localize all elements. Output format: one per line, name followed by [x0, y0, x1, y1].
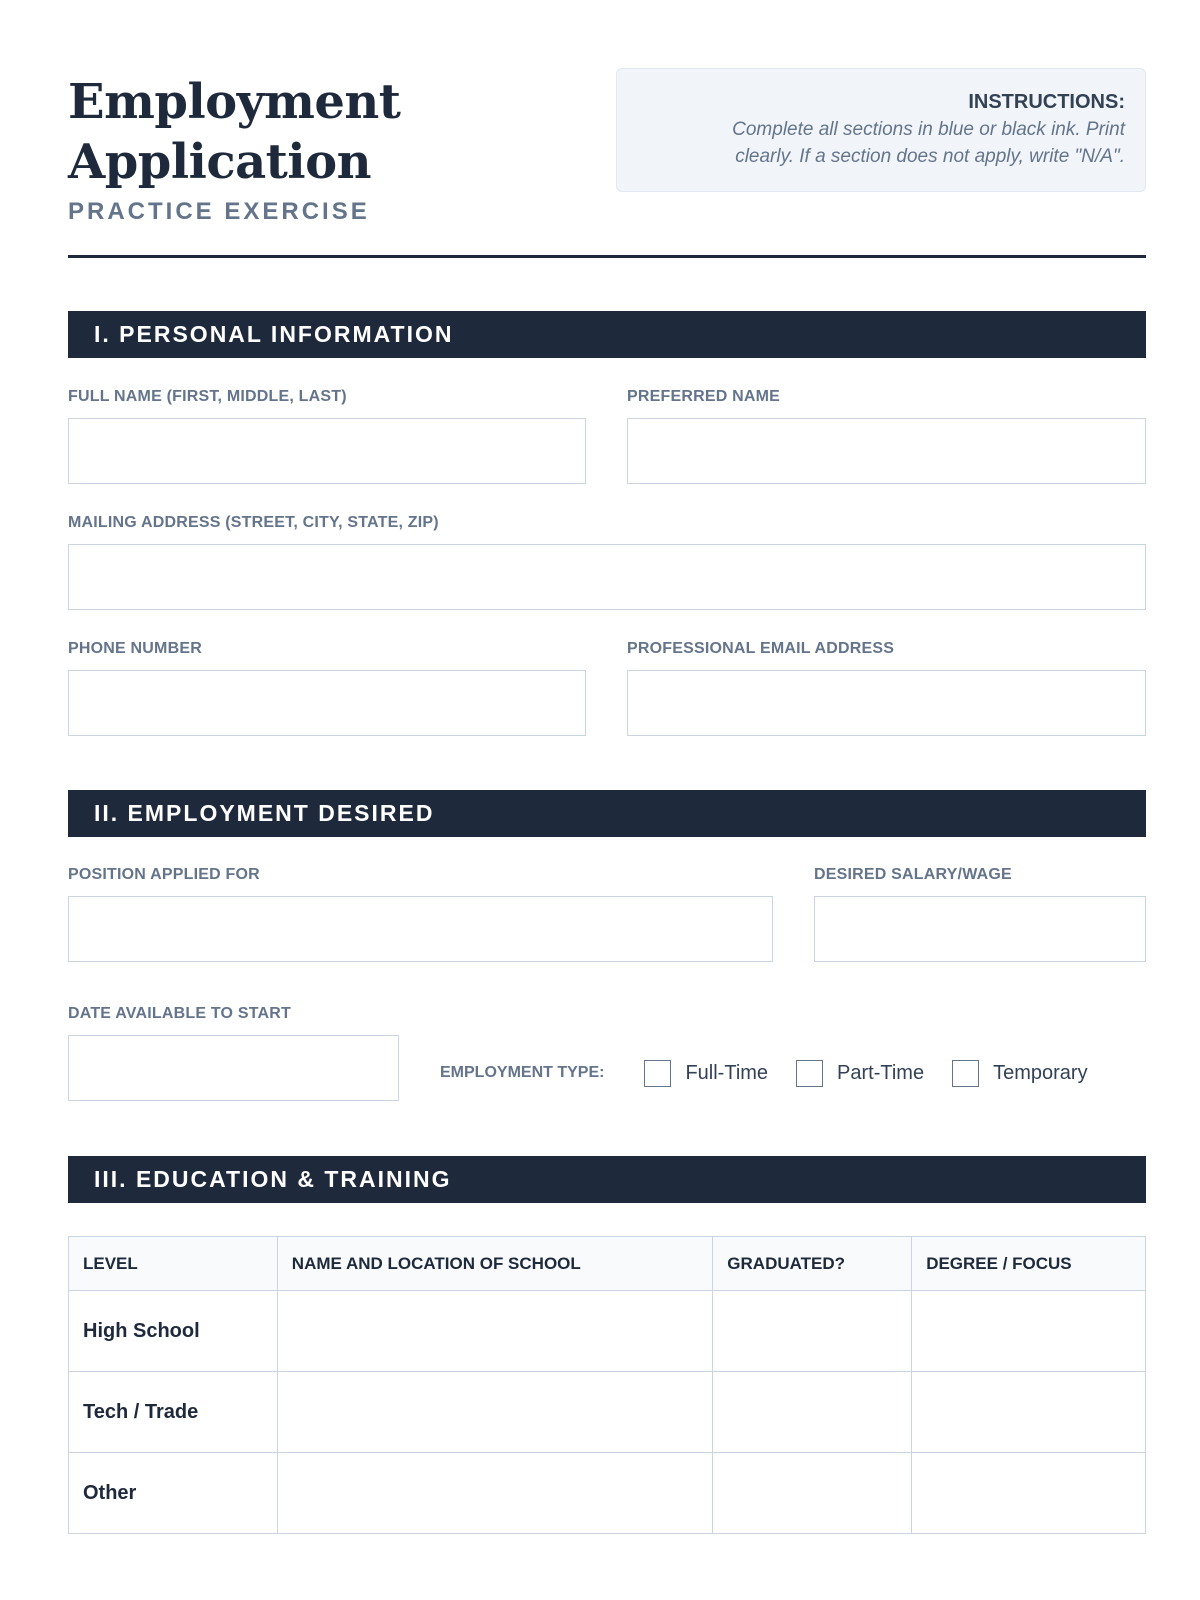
section-personal-information: I. PERSONAL INFORMATION	[68, 311, 1146, 358]
salary-field[interactable]	[814, 896, 1146, 962]
column-header-school: NAME AND LOCATION OF SCHOOL	[277, 1237, 713, 1291]
school-cell[interactable]	[277, 1291, 713, 1372]
full-time-checkbox[interactable]	[644, 1060, 671, 1087]
header-divider	[68, 255, 1146, 258]
option-temporary[interactable]	[952, 1060, 1087, 1087]
option-full-time[interactable]	[644, 1060, 768, 1087]
start-date-label: DATE AVAILABLE TO START	[68, 1005, 291, 1022]
table-header-row	[69, 1237, 1146, 1291]
column-header-degree: DEGREE / FOCUS	[912, 1237, 1146, 1291]
instructions-title: INSTRUCTIONS:	[968, 91, 1125, 113]
preferred-name-field[interactable]	[627, 418, 1146, 484]
school-cell[interactable]	[277, 1372, 713, 1453]
graduated-cell[interactable]	[713, 1291, 912, 1372]
email-label: PROFESSIONAL EMAIL ADDRESS	[627, 640, 895, 657]
full-time-label: Full-Time	[685, 1061, 769, 1084]
table-row	[69, 1291, 1146, 1372]
graduated-cell[interactable]	[713, 1453, 912, 1534]
option-part-time[interactable]	[796, 1060, 924, 1087]
education-table	[68, 1236, 1146, 1534]
salary-label: DESIRED SALARY/WAGE	[814, 866, 1012, 883]
degree-cell[interactable]	[912, 1372, 1146, 1453]
instructions-text	[637, 116, 1125, 170]
form-subtitle: PRACTICE EXERCISE	[68, 198, 370, 225]
section-employment-desired: II. EMPLOYMENT DESIRED	[68, 790, 1146, 837]
phone-number-field[interactable]	[68, 670, 586, 736]
start-date-field[interactable]	[68, 1035, 399, 1101]
instructions-line2: clearly. If a section does not apply, write "N/A".	[735, 146, 1125, 167]
row-level-other: Other	[69, 1453, 278, 1534]
temporary-checkbox[interactable]	[952, 1060, 979, 1087]
row-level-high-school: High School	[69, 1291, 278, 1372]
school-cell[interactable]	[277, 1453, 713, 1534]
full-name-field[interactable]	[68, 418, 586, 484]
mailing-address-field[interactable]	[68, 544, 1146, 610]
position-field[interactable]	[68, 896, 773, 962]
form-title-line1: Employment	[68, 74, 401, 130]
employment-type-label: EMPLOYMENT TYPE:	[440, 1064, 605, 1081]
form-title	[68, 72, 628, 192]
position-label: POSITION APPLIED FOR	[68, 866, 260, 883]
temporary-label: Temporary	[993, 1061, 1088, 1084]
degree-cell[interactable]	[912, 1453, 1146, 1534]
degree-cell[interactable]	[912, 1291, 1146, 1372]
row-level-tech-trade: Tech / Trade	[69, 1372, 278, 1453]
part-time-label: Part-Time	[837, 1061, 925, 1084]
instructions-line1: Complete all sections in blue or black ink. Print	[732, 119, 1125, 140]
preferred-name-label: PREFERRED NAME	[627, 388, 781, 405]
mailing-address-label: MAILING ADDRESS (STREET, CITY, STATE, ZIP)	[68, 514, 439, 531]
table-row	[69, 1372, 1146, 1453]
section-education-training: III. EDUCATION & TRAINING	[68, 1156, 1146, 1203]
table-row	[69, 1453, 1146, 1534]
column-header-level: LEVEL	[69, 1237, 278, 1291]
full-name-label: FULL NAME (FIRST, MIDDLE, LAST)	[68, 388, 347, 405]
instructions-box	[616, 68, 1146, 192]
phone-number-label: PHONE NUMBER	[68, 640, 202, 657]
email-field[interactable]	[627, 670, 1146, 736]
graduated-cell[interactable]	[713, 1372, 912, 1453]
column-header-graduated: GRADUATED?	[713, 1237, 912, 1291]
employment-type-group	[440, 1058, 1116, 1088]
application-form	[68, 0, 1146, 1600]
form-title-line2: Application	[68, 134, 371, 190]
part-time-checkbox[interactable]	[796, 1060, 823, 1087]
